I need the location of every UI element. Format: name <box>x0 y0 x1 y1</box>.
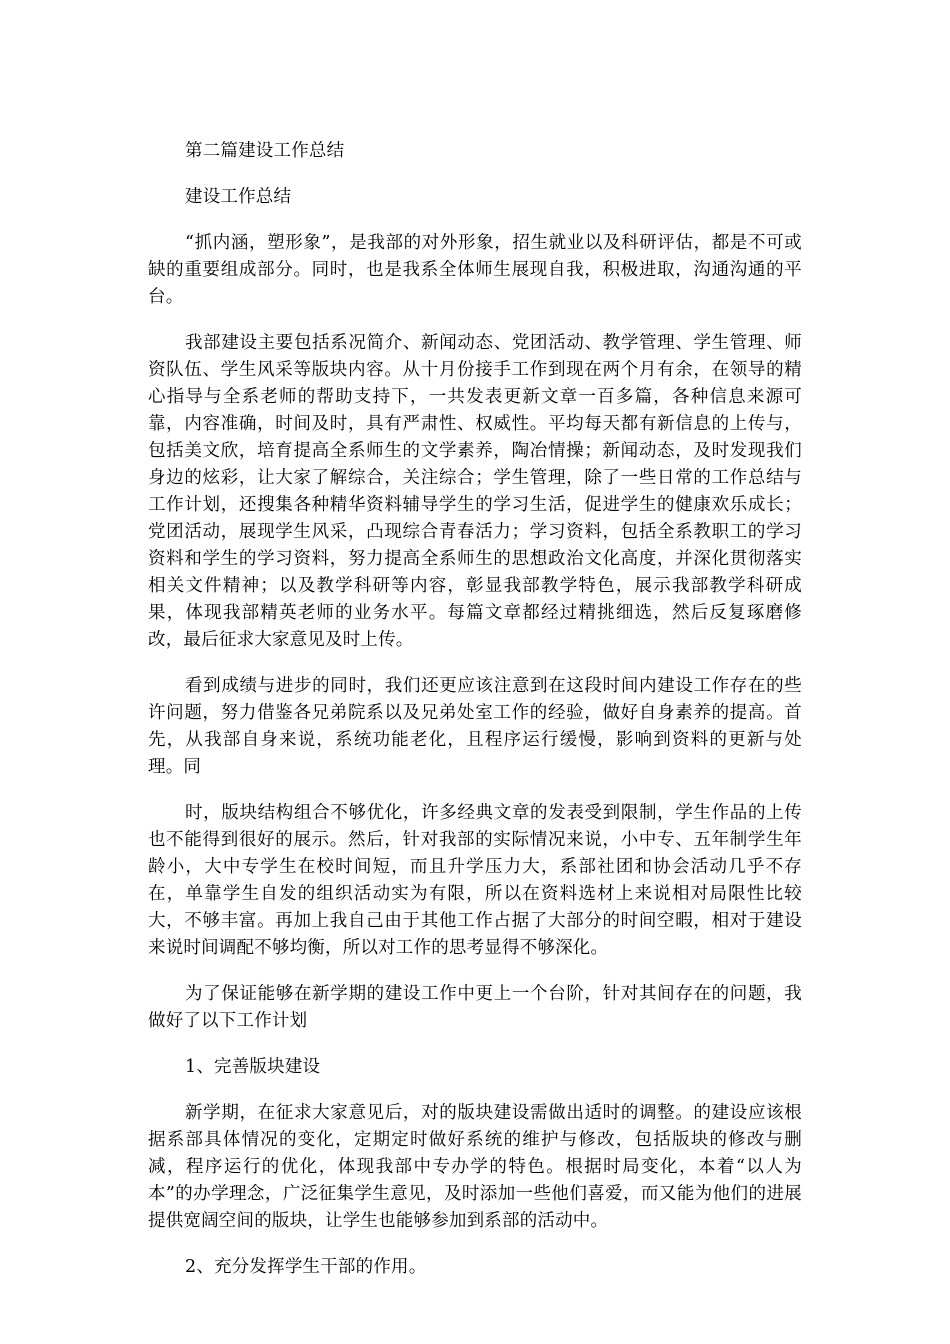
document-page <box>148 138 802 1300</box>
document-subtitle: 建设工作总结 <box>185 187 292 207</box>
section-text-1: 新学期，在征求大家意见后，对的版块建设需做出适时的调整。的建设应该根据系部具体情况的变化，定期定时做好系统的维护与修改，包括版块的修改与删减，程序运行的优化，体现我部中专办学的特色。根据时局变化，本着“以人为本”的办学理念，广泛征集学生意见，及时添加一些他们喜爱，而又能为他们的进展提供宽阔空间的版块，让学生也能够参加到系部的活动中。 <box>148 1103 802 1231</box>
paragraph-problems-continued: 时，版块结构组合不够优化，许多经典文章的发表受到限制，学生作品的上传也不能得到很好的展示。然后，针对我部的实际情况来说，小中专、五年制学生年龄小，大中专学生在校时间短，而且升学压力大，系部社团和协会活动几乎不存在，单靠学生自发的组织活动实为有限，所以在资料选材上来说相对局限性比较大，不够丰富。再加上我自己由于其他工作占据了大部分的时间空暇，相对于建设来说时间调配不够均衡，所以对工作的思考显得不够深化。 <box>148 803 802 958</box>
paragraph-plan-intro: 为了保证能够在新学期的建设工作中更上一个台阶，针对其间存在的问题，我做好了以下工作计划 <box>148 984 802 1031</box>
document-title: 第二篇建设工作总结 <box>185 141 345 161</box>
section-heading-1: 1、完善版块建设 <box>185 1057 321 1077</box>
section-heading-2: 2、充分发挥学生干部的作用。 <box>185 1257 427 1277</box>
paragraph-problems: 看到成绩与进步的同时，我们还更应该注意到在这段时间内建设工作存在的些许问题，努力借鉴各兄弟院系以及兄弟处室工作的经验，做好自身素养的提高。首先，从我部自身来说，系统功能老化，且程序运行缓慢，影响到资料的更新与处理。同 <box>148 676 802 777</box>
paragraph-intro: “抓内涵，塑形象”，是我部的对外形象，招生就业以及科研评估，都是不可或缺的重要组成部分。同时，也是我系全体师生展现自我，积极进取，沟通沟通的平台。 <box>148 233 802 307</box>
paragraph-content-overview: 我部建设主要包括系况简介、新闻动态、党团活动、教学管理、学生管理、师资队伍、学生风采等版块内容。从十月份接手工作到现在两个月有余，在领导的精心指导与全系老师的帮助支持下，一共发表更新文章一百多篇，各种信息来源可靠，内容准确，时间及时，具有严肃性、权威性。平均每天都有新信息的上传与，包括美文欣，培育提高全系师生的文学素养，陶冶情操；新闻动态，及时发现我们身边的炫彩，让大家了解综合，关注综合；学生管理，除了一些日常的工作总结与工作计划，还搜集各种精华资料辅导学生的学习生活，促进学生的健康欢乐成长；党团活动，展现学生风采，凸现综合青春活力；学习资料，包括全系教职工的学习资料和学生的学习资料，努力提高全系师生的思想政治文化高度，并深化贯彻落实相关文件精神；以及教学科研等内容，彰显我部教学特色，展示我部教学科研成果，体现我部精英老师的业务水平。每篇文章都经过精挑细选，然后反复琢磨修改，最后征求大家意见及时上传。 <box>148 333 802 650</box>
